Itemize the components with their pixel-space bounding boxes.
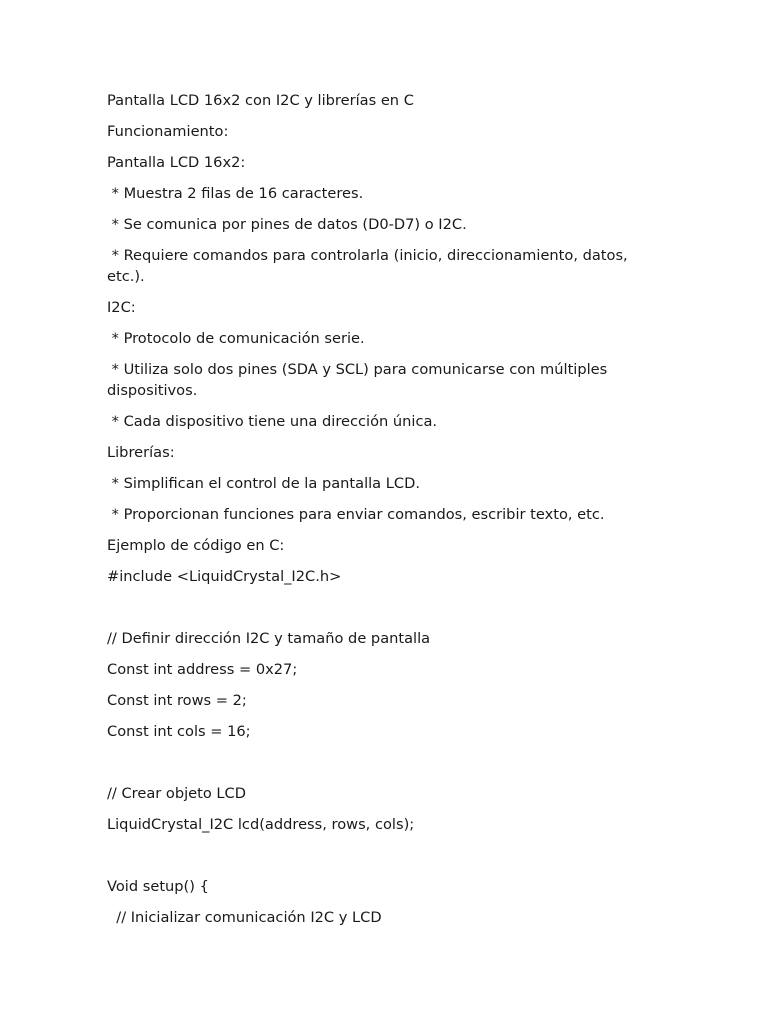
bullet-item: * Cada dispositivo tiene una dirección única.: [107, 413, 438, 430]
code-line: // Definir dirección I2C y tamaño de pantalla: [107, 630, 431, 647]
paragraph: Funcionamiento:: [107, 123, 229, 140]
bullet-item: * Requiere comandos para controlarla (inicio, direccionamiento, datos, etc.).: [107, 247, 633, 285]
code-line: // Inicializar comunicación I2C y LCD: [107, 909, 382, 926]
bullet-item: * Se comunica por pines de datos (D0-D7) o I2C.: [107, 216, 467, 233]
bullet-item: * Protocolo de comunicación serie.: [107, 330, 365, 347]
code-line: // Crear objeto LCD: [107, 785, 246, 802]
paragraph: Librerías:: [107, 444, 175, 461]
paragraph: Ejemplo de código en C:: [107, 537, 285, 554]
code-line: Const int rows = 2;: [107, 692, 247, 709]
blank-line: [107, 597, 652, 618]
code-line: #include <LiquidCrystal_I2C.h>: [107, 568, 342, 585]
code-line: Void setup() {: [107, 878, 209, 895]
code-line: Const int cols = 16;: [107, 723, 251, 740]
paragraph: Pantalla LCD 16x2:: [107, 154, 246, 171]
bullet-item: * Proporcionan funciones para enviar comandos, escribir texto, etc.: [107, 506, 605, 523]
bullet-item: * Utiliza solo dos pines (SDA y SCL) para comunicarse con múltiples dispositivos.: [107, 361, 612, 399]
document-body: [107, 90, 652, 938]
bullet-item: * Simplifican el control de la pantalla LCD.: [107, 475, 420, 492]
blank-line: [107, 752, 652, 773]
code-line: LiquidCrystal_I2C lcd(address, rows, cols);: [107, 816, 415, 833]
paragraph-title: Pantalla LCD 16x2 con I2C y librerías en C: [107, 92, 414, 109]
blank-line: [107, 845, 652, 866]
bullet-item: * Muestra 2 filas de 16 caracteres.: [107, 185, 364, 202]
code-line: Const int address = 0x27;: [107, 661, 298, 678]
paragraph: I2C:: [107, 299, 136, 316]
